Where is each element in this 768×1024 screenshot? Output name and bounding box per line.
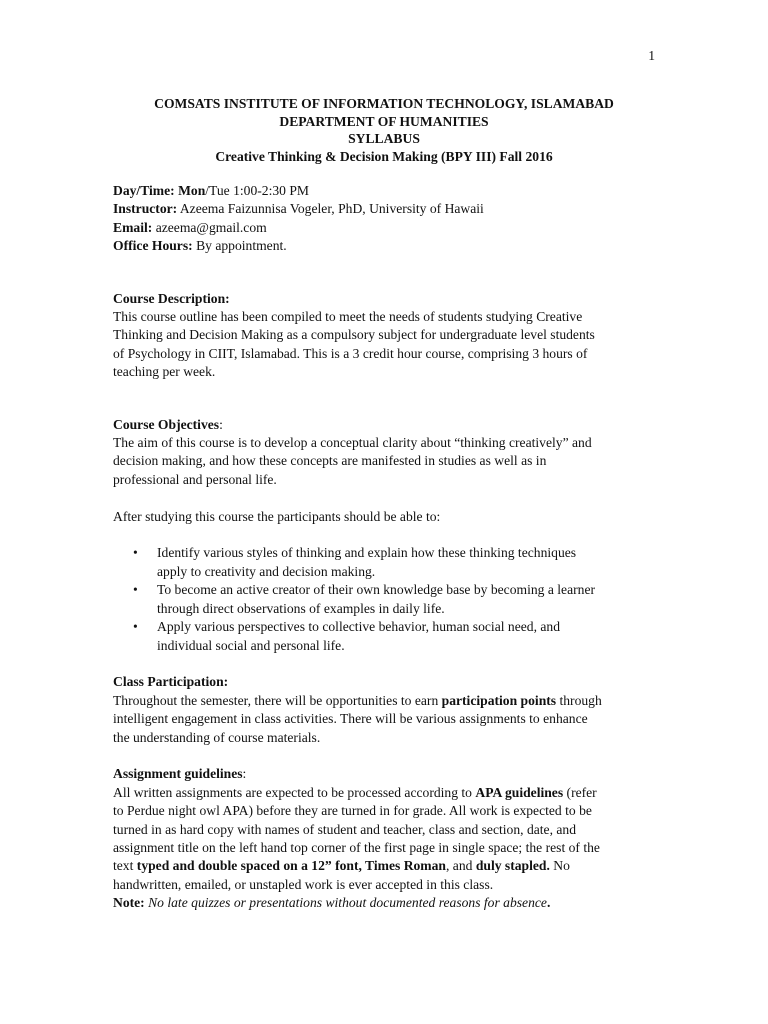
course-description-line: teaching per week. — [113, 364, 216, 380]
objectives-list — [113, 544, 661, 654]
bullet-icon: • — [133, 582, 138, 598]
course-title: Creative Thinking & Decision Making (BPY III) Fall 2016 — [215, 148, 553, 164]
note-label: Note: — [113, 895, 145, 911]
text-run: Throughout the semester, there will be opportunities to earn — [113, 692, 442, 708]
objective-line: To become an active creator of their own knowledge base by becoming a learner — [157, 582, 596, 598]
assignment-guidelines-line: handwritten, emailed, or unstapled work is ever accepted in this class. — [113, 876, 494, 892]
class-participation-line — [113, 692, 661, 710]
assignment-guidelines-line: turned in as hard copy with names of student and teacher, class and section, date, and — [113, 821, 577, 837]
assignment-guidelines-heading: Assignment guidelines — [113, 766, 243, 782]
objectives-intro: After studying this course the participants should be able to: — [113, 508, 441, 524]
course-description-line: This course outline has been compiled to meet the needs of students studying Creative — [113, 309, 583, 325]
office-hours-value: By appointment. — [196, 238, 287, 254]
assignment-guidelines-line: assignment title on the left hand top corner of the first page in single space; the rest of the — [113, 839, 600, 855]
day-time-label: Day/Time: — [113, 183, 175, 198]
class-participation-line: intelligent engagement in class activities. There will be various assignments to enhance — [113, 711, 588, 727]
assignment-guidelines-line — [113, 784, 661, 802]
assignment-guidelines-line: to Perdue night owl APA) before they are turned in for grade. All work is expected to be — [113, 803, 592, 819]
email-line — [113, 219, 661, 237]
day-time-value: /Tue 1:00-2:30 PM — [205, 183, 310, 198]
assignment-guidelines-heading-suffix: : — [242, 766, 247, 782]
class-participation-line: the understanding of course materials. — [113, 729, 321, 745]
course-objectives-heading: Course Objectives — [113, 416, 220, 432]
page-number: 1 — [648, 48, 655, 63]
objective-line: apply to creativity and decision making. — [157, 563, 376, 579]
course-objectives-line: professional and personal life. — [113, 471, 277, 487]
text-run: text — [113, 858, 137, 874]
department-name: DEPARTMENT OF HUMANITIES — [279, 113, 489, 129]
document-type: SYLLABUS — [348, 131, 420, 146]
email-label: Email: — [113, 219, 153, 235]
instructor-label: Instructor: — [113, 201, 178, 217]
text-run: through — [556, 692, 602, 708]
note-line — [113, 894, 661, 912]
course-objectives-line: decision making, and how these concepts are manifested in studies as well as in — [113, 453, 547, 469]
course-description-line: Thinking and Decision Making as a compulsory subject for undergraduate level students — [113, 327, 595, 343]
day-time-line — [113, 182, 661, 200]
objective-line: through direct observations of examples in daily life. — [157, 600, 445, 616]
instructor-line — [113, 200, 661, 218]
office-hours-label: Office Hours: — [113, 238, 193, 254]
day-time-bold-value: Mon — [178, 183, 206, 198]
assignment-guidelines-line — [113, 857, 661, 875]
text-run: No — [549, 858, 570, 874]
note-end: . — [546, 895, 551, 911]
objective-item — [113, 544, 661, 581]
objective-line: Identify various styles of thinking and explain how these thinking techniques — [157, 545, 577, 561]
institute-name: COMSATS INSTITUTE OF INFORMATION TECHNOLOGY, ISLAMABAD — [154, 96, 614, 111]
class-participation-heading: Class Participation: — [113, 674, 229, 690]
participation-points-text: participation points — [441, 692, 557, 708]
course-description-heading: Course Description: — [113, 290, 230, 306]
document-body — [113, 182, 661, 913]
objective-item — [113, 618, 661, 655]
apa-guidelines-text: APA guidelines — [475, 784, 564, 800]
objective-line: Apply various perspectives to collective behavior, human social need, and — [157, 619, 560, 635]
stapled-requirement-text: duly stapled. — [475, 858, 550, 874]
course-objectives-line: The aim of this course is to develop a conceptual clarity about “thinking creatively” and — [113, 435, 592, 451]
course-objectives-heading-line — [113, 416, 661, 434]
document-header — [0, 95, 768, 165]
instructor-value: Azeema Faizunnisa Vogeler, PhD, University of Hawaii — [179, 201, 484, 217]
course-description-line: of Psychology in CIIT, Islamabad. This is a 3 credit hour course, comprising 3 hours of — [113, 345, 588, 361]
text-run: All written assignments are expected to be processed according to — [113, 784, 476, 800]
objective-item — [113, 581, 661, 618]
text-run: (refer — [563, 784, 597, 800]
bullet-icon: • — [133, 545, 138, 561]
bullet-icon: • — [133, 619, 138, 635]
course-objectives-heading-suffix: : — [219, 416, 223, 432]
email-value: azeema@gmail.com — [155, 219, 267, 235]
note-text: No late quizzes or presentations without documented reasons for absence — [144, 895, 547, 911]
formatting-requirement-text: typed and double spaced on a 12” font, Times Roman — [136, 858, 446, 874]
text-run: , and — [446, 858, 476, 874]
office-hours-line — [113, 237, 661, 255]
assignment-guidelines-heading-line — [113, 765, 661, 783]
objective-line: individual social and personal life. — [157, 637, 345, 653]
